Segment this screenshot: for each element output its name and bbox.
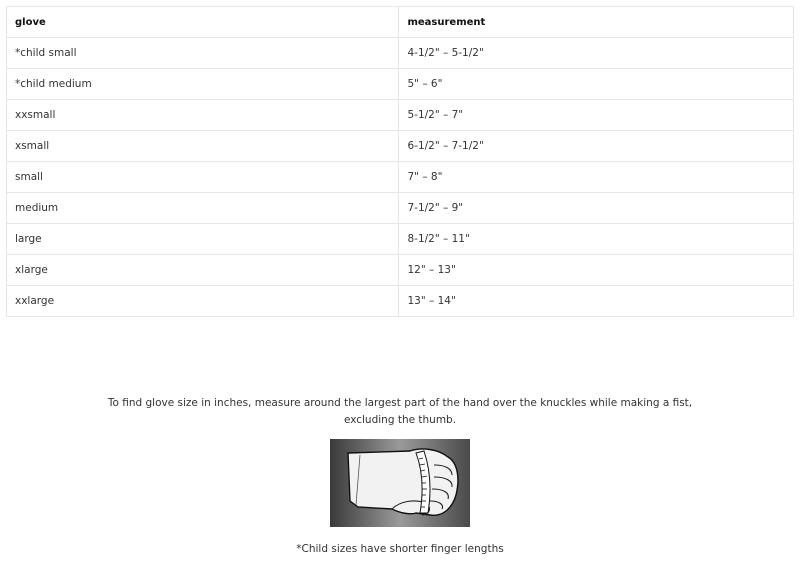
table-row bbox=[7, 162, 794, 193]
measurement-cell: 5-1/2" – 7" bbox=[399, 100, 794, 131]
table-row bbox=[7, 224, 794, 255]
measurement-cell: 4-1/2" – 5-1/2" bbox=[399, 38, 794, 69]
measuring-instructions bbox=[100, 395, 700, 429]
table-row bbox=[7, 286, 794, 317]
measurement-cell: 5" – 6" bbox=[399, 69, 794, 100]
measurement-cell: 6-1/2" – 7-1/2" bbox=[399, 131, 794, 162]
table-row bbox=[7, 38, 794, 69]
glove-size-cell: small bbox=[7, 162, 399, 193]
measurement-cell: 13" – 14" bbox=[399, 286, 794, 317]
glove-size-cell: medium bbox=[7, 193, 399, 224]
hand-measurement-illustration bbox=[330, 439, 470, 527]
measurement-cell: 8-1/2" – 11" bbox=[399, 224, 794, 255]
table-header-row bbox=[7, 7, 794, 38]
glove-size-cell: large bbox=[7, 224, 399, 255]
glove-size-cell: *child small bbox=[7, 38, 399, 69]
table-row bbox=[7, 193, 794, 224]
glove-size-cell: *child medium bbox=[7, 69, 399, 100]
instructions-line-1: To find glove size in inches, measure around the largest part of the hand over the knuckles while making a fist, bbox=[107, 397, 693, 409]
glove-size-cell: xxlarge bbox=[7, 286, 399, 317]
table-row bbox=[7, 255, 794, 286]
measurement-cell: 12" – 13" bbox=[399, 255, 794, 286]
table-row bbox=[7, 69, 794, 100]
glove-size-cell: xxsmall bbox=[7, 100, 399, 131]
measurement-cell: 7-1/2" – 9" bbox=[399, 193, 794, 224]
measurement-cell: 7" – 8" bbox=[399, 162, 794, 193]
child-sizes-footnote: *Child sizes have shorter finger lengths bbox=[296, 543, 504, 555]
table-row bbox=[7, 131, 794, 162]
column-header-glove: glove bbox=[7, 7, 399, 38]
glove-size-cell: xlarge bbox=[7, 255, 399, 286]
glove-size-table bbox=[6, 6, 794, 317]
instructions-line-2: excluding the thumb. bbox=[343, 414, 457, 426]
glove-size-cell: xsmall bbox=[7, 131, 399, 162]
table-row bbox=[7, 100, 794, 131]
column-header-measurement: measurement bbox=[399, 7, 794, 38]
